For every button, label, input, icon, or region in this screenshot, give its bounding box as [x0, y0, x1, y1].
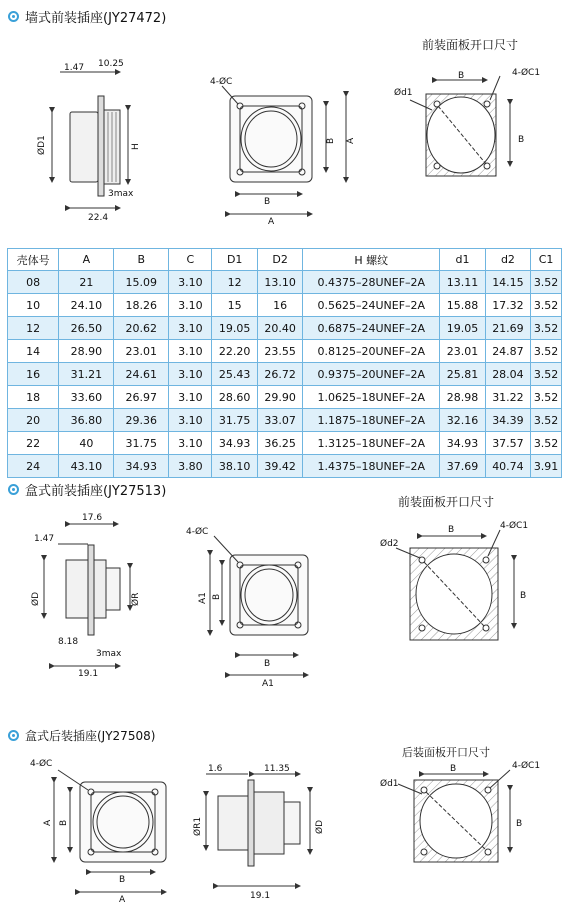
- panel-cutout-title-1: 前装面板开口尺寸: [422, 38, 519, 52]
- table-cell: 15.88: [440, 294, 485, 317]
- table-cell: 1.3125–18UNEF–2A: [303, 432, 440, 455]
- cutout-dim-4-phi-c1-c: 4-ØC1: [512, 761, 541, 771]
- header-a: A: [59, 249, 114, 271]
- section-title-text: 墙式前装插座(JY27472): [25, 11, 167, 26]
- wall-front-panel-cutout: [410, 76, 510, 176]
- table-row: [8, 455, 562, 478]
- dim-b-vertical-2: B: [212, 593, 222, 600]
- header-small-d2: d2: [485, 249, 530, 271]
- table-cell: 34.93: [440, 432, 485, 455]
- table-cell: 1.4375–18UNEF–2A: [303, 455, 440, 478]
- panel-cutout-title-2: 前装面板开口尺寸: [398, 495, 495, 509]
- wall-front-front-view: [222, 86, 346, 214]
- table-cell: 3.10: [169, 432, 212, 455]
- dim-1-47: 1.47: [64, 63, 85, 73]
- table-cell: 3.52: [531, 340, 562, 363]
- table-cell: 3.91: [531, 455, 562, 478]
- table-row: [8, 340, 562, 363]
- dim-4-phi-c-c: 4-ØC: [30, 759, 53, 769]
- header-small-d1: d1: [440, 249, 485, 271]
- header-d2: D2: [257, 249, 302, 271]
- table-cell: 16: [257, 294, 302, 317]
- table-cell: 3.10: [169, 409, 212, 432]
- table-cell: 18: [8, 386, 59, 409]
- table-cell: 24.87: [485, 340, 530, 363]
- header-shell-size: 壳体号: [8, 249, 59, 271]
- cutout-dim-b: B: [458, 71, 465, 81]
- panel-cutout-title-3: 后装面板开口尺寸: [402, 746, 490, 759]
- box-rear-side-view: [206, 774, 310, 886]
- cutout-dim-4-phi-c1-b: 4-ØC1: [500, 521, 529, 531]
- table-cell: 19.05: [440, 317, 485, 340]
- table-cell: 3.52: [531, 363, 562, 386]
- table-cell: 15.09: [114, 271, 169, 294]
- dim-phi-d: ØD: [31, 591, 41, 606]
- table-cell: 21: [59, 271, 114, 294]
- table-row: [8, 271, 562, 294]
- dim-22-4: 22.4: [88, 213, 109, 223]
- table-row: [8, 409, 562, 432]
- dim-8-18: 8.18: [58, 637, 79, 647]
- cutout-dim-b-2: B: [448, 525, 455, 535]
- table-cell: 14: [8, 340, 59, 363]
- dim-phi-d-3: ØD: [315, 819, 325, 834]
- box-front-front-view: [210, 536, 308, 675]
- table-cell: 24: [8, 455, 59, 478]
- table-cell: 40: [59, 432, 114, 455]
- table-cell: 31.75: [114, 432, 169, 455]
- table-cell: 12: [8, 317, 59, 340]
- table-cell: 36.25: [257, 432, 302, 455]
- table-row: [8, 386, 562, 409]
- cutout-dim-4-phi-c1: 4-ØC1: [512, 68, 541, 78]
- table-cell: 26.50: [59, 317, 114, 340]
- dim-phi-r1: ØR1: [193, 816, 203, 836]
- table-cell: 0.6875–24UNEF–2A: [303, 317, 440, 340]
- table-cell: 21.69: [485, 317, 530, 340]
- table-cell: 26.72: [257, 363, 302, 386]
- cutout-dim-b-vertical-2: B: [520, 591, 527, 601]
- table-cell: 13.10: [257, 271, 302, 294]
- table-cell: 17.32: [485, 294, 530, 317]
- table-cell: 3.10: [169, 363, 212, 386]
- table-cell: 18.26: [114, 294, 169, 317]
- table-cell: 29.36: [114, 409, 169, 432]
- dim-10-25: 10.25: [98, 59, 124, 69]
- header-b: B: [114, 249, 169, 271]
- box-front-side-view: [44, 524, 130, 666]
- dim-19-1: 19.1: [78, 669, 99, 679]
- table-row: [8, 363, 562, 386]
- table-row: [8, 294, 562, 317]
- table-cell: 3.10: [169, 317, 212, 340]
- cutout-dim-b-vertical-3: B: [516, 819, 523, 829]
- table-cell: 29.90: [257, 386, 302, 409]
- cutout-dim-b-vertical: B: [518, 135, 525, 145]
- header-h-thread: H 螺纹: [303, 249, 440, 271]
- table-cell: 34.93: [212, 432, 257, 455]
- box-rear-panel-cutout: [398, 770, 510, 862]
- table-cell: 43.10: [59, 455, 114, 478]
- dim-phi-d1: ØD1: [37, 135, 47, 155]
- table-cell: 0.4375–28UNEF–2A: [303, 271, 440, 294]
- table-cell: 3.52: [531, 294, 562, 317]
- table-cell: 3.52: [531, 432, 562, 455]
- dim-3max-b: 3max: [96, 649, 122, 659]
- dim-1-47-b: 1.47: [34, 534, 55, 544]
- table-cell: 3.10: [169, 340, 212, 363]
- box-rear-front-view: [54, 770, 166, 892]
- table-cell: 3.10: [169, 386, 212, 409]
- dim-b-vertical-3: B: [59, 819, 69, 826]
- header-c1: C1: [531, 249, 562, 271]
- cutout-dim-phi-d2: Ød2: [380, 539, 399, 549]
- dim-h: H: [131, 143, 141, 150]
- table-cell: 0.9375–20UNEF–2A: [303, 363, 440, 386]
- table-cell: 25.81: [440, 363, 485, 386]
- cutout-dim-b-3: B: [450, 764, 457, 774]
- dim-17-6: 17.6: [82, 513, 103, 523]
- cutout-dim-phi-d1-b: Ød1: [380, 779, 399, 789]
- table-row: [8, 432, 562, 455]
- table-cell: 23.55: [257, 340, 302, 363]
- table-cell: 3.52: [531, 386, 562, 409]
- table-cell: 3.10: [169, 271, 212, 294]
- table-cell: 38.10: [212, 455, 257, 478]
- table-cell: 33.60: [59, 386, 114, 409]
- table-header-row: [8, 249, 562, 271]
- dim-a1: A1: [262, 679, 274, 689]
- table-cell: 37.69: [440, 455, 485, 478]
- dim-19-1-b: 19.1: [250, 891, 271, 901]
- table-cell: 33.07: [257, 409, 302, 432]
- dim-b-vertical: B: [326, 137, 336, 144]
- table-cell: 24.10: [59, 294, 114, 317]
- dim-4-phi-c-b: 4-ØC: [186, 527, 209, 537]
- table-cell: 1.0625–18UNEF–2A: [303, 386, 440, 409]
- table-cell: 26.97: [114, 386, 169, 409]
- table-cell: 15: [212, 294, 257, 317]
- table-cell: 28.04: [485, 363, 530, 386]
- table-cell: 39.42: [257, 455, 302, 478]
- table-cell: 12: [212, 271, 257, 294]
- table-cell: 20.40: [257, 317, 302, 340]
- table-cell: 1.1875–18UNEF–2A: [303, 409, 440, 432]
- dim-b-2: B: [264, 659, 271, 669]
- header-d1: D1: [212, 249, 257, 271]
- table-cell: 36.80: [59, 409, 114, 432]
- table-cell: 20.62: [114, 317, 169, 340]
- dim-a1-vertical: A1: [198, 592, 208, 604]
- table-cell: 23.01: [114, 340, 169, 363]
- shell-size-spec-table: [7, 248, 562, 478]
- table-cell: 20: [8, 409, 59, 432]
- table-cell: 31.22: [485, 386, 530, 409]
- table-cell: 16: [8, 363, 59, 386]
- dim-4-phi-c: 4-ØC: [210, 77, 233, 87]
- table-cell: 23.01: [440, 340, 485, 363]
- dim-11-35: 11.35: [264, 764, 290, 774]
- table-cell: 28.90: [59, 340, 114, 363]
- table-cell: 34.93: [114, 455, 169, 478]
- dim-1-6: 1.6: [208, 764, 223, 774]
- table-cell: 3.52: [531, 409, 562, 432]
- table-cell: 28.60: [212, 386, 257, 409]
- table-cell: 19.05: [212, 317, 257, 340]
- box-front-panel-cutout: [396, 530, 514, 640]
- header-c: C: [169, 249, 212, 271]
- dim-a-vertical: A: [346, 137, 356, 144]
- table-cell: 10: [8, 294, 59, 317]
- table-cell: 31.75: [212, 409, 257, 432]
- table-row: [8, 317, 562, 340]
- table-cell: 28.98: [440, 386, 485, 409]
- table-cell: 3.80: [169, 455, 212, 478]
- table-cell: 24.61: [114, 363, 169, 386]
- cutout-dim-phi-d1: Ød1: [394, 88, 413, 98]
- table-cell: 3.52: [531, 317, 562, 340]
- section-title-text: 盒式后装插座(JY27508): [25, 729, 156, 743]
- table-cell: 3.52: [531, 271, 562, 294]
- table-cell: 3.10: [169, 294, 212, 317]
- dim-b: B: [264, 197, 271, 207]
- table-cell: 22: [8, 432, 59, 455]
- table-cell: 25.43: [212, 363, 257, 386]
- table-cell: 22.20: [212, 340, 257, 363]
- dim-a: A: [268, 217, 275, 227]
- wall-front-side-view: [52, 72, 128, 208]
- table-cell: 40.74: [485, 455, 530, 478]
- table-cell: 08: [8, 271, 59, 294]
- table-cell: 32.16: [440, 409, 485, 432]
- table-cell: 14.15: [485, 271, 530, 294]
- dim-phi-r: ØR: [131, 592, 141, 606]
- table-cell: 0.5625–24UNEF–2A: [303, 294, 440, 317]
- dim-a-3: A: [119, 895, 126, 905]
- dim-3max: 3max: [108, 189, 134, 199]
- table-cell: 34.39: [485, 409, 530, 432]
- dim-b-3: B: [119, 875, 126, 885]
- table-cell: 37.57: [485, 432, 530, 455]
- table-cell: 13.11: [440, 271, 485, 294]
- section-title-text: 盒式前装插座(JY27513): [25, 484, 167, 499]
- table-cell: 0.8125–20UNEF–2A: [303, 340, 440, 363]
- table-cell: 31.21: [59, 363, 114, 386]
- dim-a-vertical-3: A: [43, 819, 53, 826]
